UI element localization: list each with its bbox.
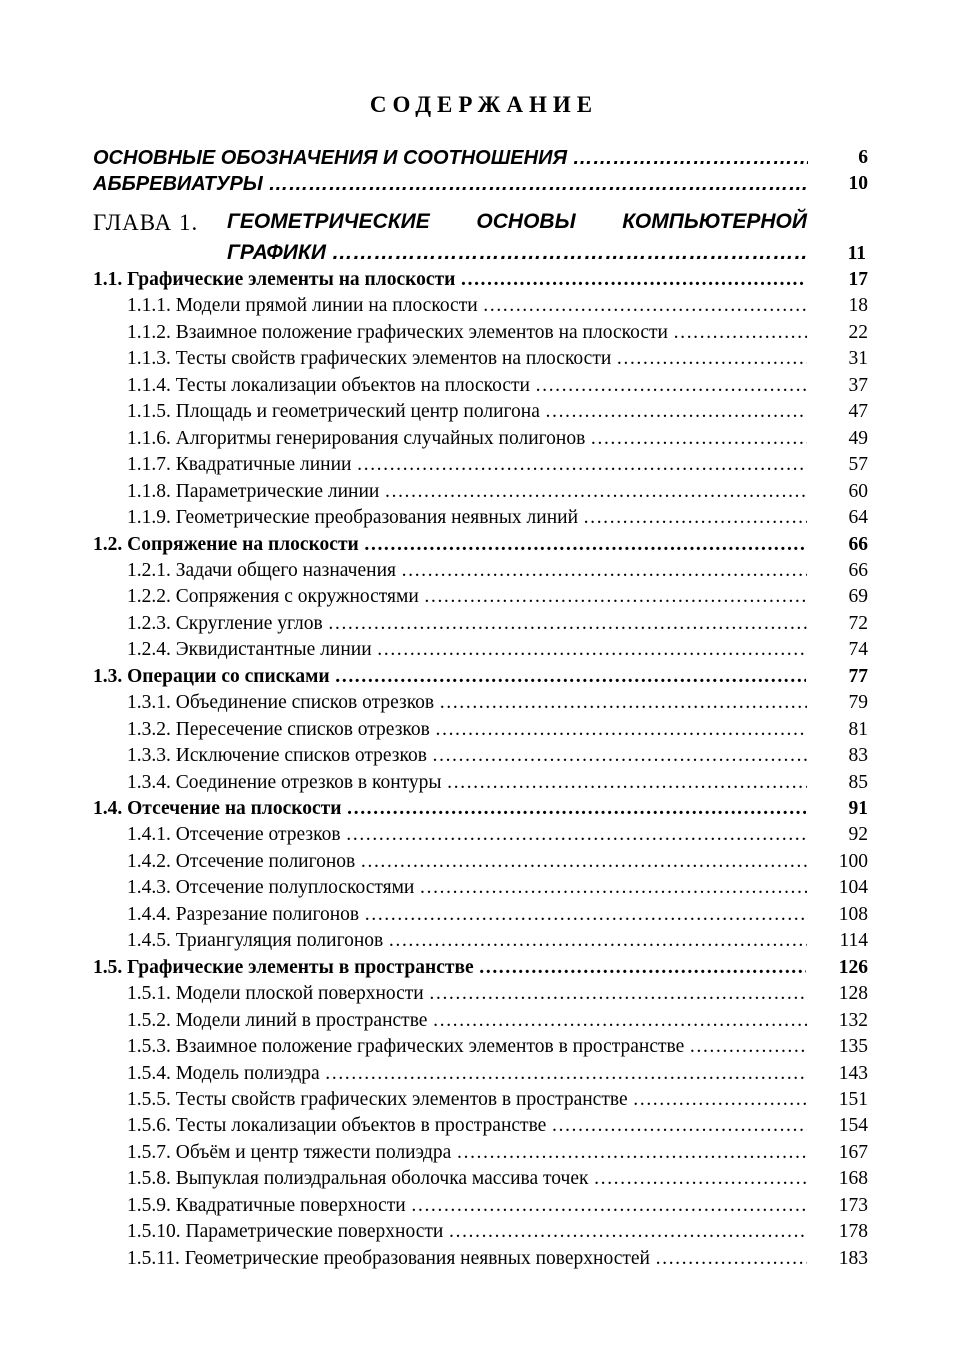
- toc-subsection-entry[interactable]: [0, 426, 968, 452]
- toc-subsection-entry[interactable]: [0, 399, 968, 425]
- toc-subsection-entry[interactable]: [0, 1034, 968, 1060]
- toc-entry-title: 1.5.5. Тесты свойств графических элементов в пространстве ……………………………………………………………………………………………………………………………………: [127, 1087, 807, 1113]
- toc-entry-page: 114: [839, 930, 868, 952]
- toc-entry-page: 22: [848, 321, 868, 343]
- toc-entry-page: 151: [838, 1088, 868, 1110]
- toc-entry-page: 66: [848, 559, 868, 581]
- toc-entry-title: 1.5.2. Модели линий в пространстве ……………………………………………………………………………………………………………………………………: [127, 1008, 807, 1034]
- toc-entry-page: 37: [848, 374, 868, 396]
- toc-entry-title: 1.2. Сопряжение на плоскости ……………………………………………………………………………………………………………………………………: [93, 532, 806, 558]
- toc-entry-title: 1.1.2. Взаимное положение графических элементов на плоскости ……………………………………………………………………………………………………………………………………: [127, 320, 807, 346]
- toc-entry-title: 1.5.11. Геометрические преобразования неявных поверхностей ……………………………………………………………………………………………………………………………………: [127, 1246, 807, 1272]
- toc-entry-page: 49: [848, 427, 868, 449]
- toc-entry-page: 128: [838, 983, 868, 1005]
- toc-entry-page: 83: [848, 745, 868, 767]
- toc-entry-page: 92: [848, 824, 868, 846]
- toc-entry-title: 1.4. Отсечение на плоскости ……………………………………………………………………………………………………………………………………: [93, 796, 806, 822]
- toc-entry-page: 10: [848, 173, 868, 194]
- toc-section-entry[interactable]: [0, 664, 968, 690]
- toc-entry-page: 85: [848, 771, 868, 793]
- toc-subsection-entry[interactable]: [0, 452, 968, 478]
- toc-entry-title: 1.2.2. Сопряжения с окружностями ……………………………………………………………………………………………………………………………………: [127, 584, 807, 610]
- toc-entry-title: 1.5.3. Взаимное положение графических элементов в пространстве ……………………………………………………………………………………………………………………………………: [127, 1034, 807, 1060]
- toc-entry-page: 74: [848, 639, 868, 661]
- toc-entry-page: 143: [838, 1062, 868, 1084]
- toc-chapter-entry[interactable]: [93, 210, 873, 270]
- toc-entry-page: 60: [848, 480, 868, 502]
- toc-entry-title: 1.5.1. Модели плоской поверхности ……………………………………………………………………………………………………………………………………: [127, 981, 807, 1007]
- toc-entry-page: 178: [838, 1221, 868, 1243]
- toc-entry-title: 1.2.4. Эквидистантные линии ……………………………………………………………………………………………………………………………………: [127, 637, 807, 663]
- toc-entry-title: 1.3.2. Пересечение списков отрезков ……………………………………………………………………………………………………………………………………: [127, 717, 807, 743]
- toc-subsection-entry[interactable]: [0, 346, 968, 372]
- toc-entry-page: 154: [838, 1115, 868, 1137]
- toc-subsection-entry[interactable]: [0, 822, 968, 848]
- toc-entry-title: 1.3.4. Соединение отрезков в контуры ……………………………………………………………………………………………………………………………………: [127, 770, 807, 796]
- toc-subsection-entry[interactable]: [0, 293, 968, 319]
- toc-subsection-entry[interactable]: [0, 1087, 968, 1113]
- toc-entry-page: 91: [848, 798, 868, 819]
- toc-entry-title: 1.1.6. Алгоритмы генерирования случайных полигонов ……………………………………………………………………………………………………………………………………: [127, 426, 807, 452]
- toc-subsection-entry[interactable]: [0, 1140, 968, 1166]
- toc-subsection-entry[interactable]: [0, 717, 968, 743]
- chapter-label: ГЛАВА 1.: [93, 210, 199, 235]
- toc-entry-page: 17: [848, 269, 868, 290]
- toc-entry-title: 1.4.1. Отсечение отрезков ……………………………………………………………………………………………………………………………………: [127, 822, 807, 848]
- toc-entry-title: АББРЕВИАТУРЫ ……………………………………………………………………………………………………………………………………: [93, 171, 808, 197]
- toc-section-entry[interactable]: [0, 796, 968, 822]
- toc-section-entry[interactable]: [0, 267, 968, 293]
- toc-entry-page: 183: [838, 1247, 868, 1269]
- toc-entry-title: 1.5.4. Модель полиэдра ……………………………………………………………………………………………………………………………………: [127, 1061, 807, 1087]
- toc-subsection-entry[interactable]: [0, 690, 968, 716]
- toc-entry-title: 1.4.4. Разрезание полигонов ……………………………………………………………………………………………………………………………………: [127, 902, 807, 928]
- toc-entry-title: 1.1.1. Модели прямой линии на плоскости ……………………………………………………………………………………………………………………………………: [127, 293, 807, 319]
- toc-subsection-entry[interactable]: [0, 505, 968, 531]
- toc-entry-title: 1.1.5. Площадь и геометрический центр полигона ……………………………………………………………………………………………………………………………………: [127, 399, 807, 425]
- toc-entry-page: 69: [848, 586, 868, 608]
- toc-entry-title: 1.1.3. Тесты свойств графических элементов на плоскости ……………………………………………………………………………………………………………………………………: [127, 346, 807, 372]
- chapter-title-line1: ГЕОМЕТРИЧЕСКИЕ ОСНОВЫ КОМПЬЮТЕРНОЙ: [227, 210, 807, 233]
- toc-subsection-entry[interactable]: [0, 1061, 968, 1087]
- toc-subsection-entry[interactable]: [0, 558, 968, 584]
- toc-entry-page: 66: [848, 533, 868, 555]
- toc-entry-page: 132: [838, 1009, 868, 1031]
- toc-section-entry[interactable]: [0, 532, 968, 558]
- toc-entry-page: 167: [838, 1141, 868, 1163]
- toc-subsection-entry[interactable]: [0, 1246, 968, 1272]
- toc-subsection-entry[interactable]: [0, 902, 968, 928]
- toc-subsection-entry[interactable]: [0, 981, 968, 1007]
- toc-subsection-entry[interactable]: [0, 320, 968, 346]
- toc-entry-page: 57: [848, 454, 868, 476]
- toc-entry-title: 1.1.8. Параметрические линии ……………………………………………………………………………………………………………………………………: [127, 479, 807, 505]
- toc-entry-title: ОСНОВНЫЕ ОБОЗНАЧЕНИЯ И СООТНОШЕНИЯ ……………………………………………………………………………………………………………………………………: [93, 145, 808, 171]
- toc-entry-page: 126: [838, 956, 868, 978]
- toc-subsection-entry[interactable]: [0, 1219, 968, 1245]
- toc-entry-title: 1.1. Графические элементы на плоскости ……………………………………………………………………………………………………………………………………: [93, 267, 806, 293]
- toc-subsection-entry[interactable]: [0, 637, 968, 663]
- toc-entry-page: 100: [838, 850, 868, 872]
- toc-front-entry[interactable]: [0, 171, 968, 197]
- toc-entry-title: 1.5.9. Квадратичные поверхности ……………………………………………………………………………………………………………………………………: [127, 1193, 807, 1219]
- toc-subsection-entry[interactable]: [0, 1193, 968, 1219]
- toc-subsection-entry[interactable]: [0, 479, 968, 505]
- toc-front-entry[interactable]: [0, 145, 968, 171]
- toc-entry-title: 1.5.10. Параметрические поверхности ……………………………………………………………………………………………………………………………………: [127, 1219, 807, 1245]
- toc-entry-title: 1.4.2. Отсечение полигонов ……………………………………………………………………………………………………………………………………: [127, 849, 807, 875]
- toc-entry-page: 135: [838, 1036, 868, 1058]
- chapter-title-line2: ГРАФИКИ ……………………………………………………………………………………………………………………………………: [227, 241, 807, 265]
- toc-subsection-entry[interactable]: [0, 1113, 968, 1139]
- toc-subsection-entry[interactable]: [0, 611, 968, 637]
- toc-entry-title: 1.3.3. Исключение списков отрезков ……………………………………………………………………………………………………………………………………: [127, 743, 807, 769]
- toc-entry-page: 47: [848, 401, 868, 423]
- toc-subsection-entry[interactable]: [0, 849, 968, 875]
- toc-entry-page: 31: [848, 348, 868, 370]
- toc-entry-title: 1.3.1. Объединение списков отрезков ……………………………………………………………………………………………………………………………………: [127, 690, 807, 716]
- toc-entry-title: 1.1.7. Квадратичные линии ……………………………………………………………………………………………………………………………………: [127, 452, 807, 478]
- toc-entry-page: 79: [848, 692, 868, 714]
- toc-entry-page: 18: [848, 295, 868, 317]
- toc-entry-title: 1.4.3. Отсечение полуплоскостями ……………………………………………………………………………………………………………………………………: [127, 875, 807, 901]
- toc-entry-title: 1.2.3. Скругление углов ……………………………………………………………………………………………………………………………………: [127, 611, 807, 637]
- toc-subsection-entry[interactable]: [0, 743, 968, 769]
- toc-subsection-entry[interactable]: [0, 1166, 968, 1192]
- toc-entry-page: 72: [848, 612, 868, 634]
- toc-entry-title: 1.5.8. Выпуклая полиэдральная оболочка массива точек ……………………………………………………………………………………………………………………………………: [127, 1166, 807, 1192]
- toc-entry-title: 1.5.6. Тесты локализации объектов в пространстве ……………………………………………………………………………………………………………………………………: [127, 1113, 807, 1139]
- toc-subsection-entry[interactable]: [0, 1008, 968, 1034]
- toc-entry-title: 1.1.4. Тесты локализации объектов на плоскости ……………………………………………………………………………………………………………………………………: [127, 373, 807, 399]
- toc-entry-title: 1.5. Графические элементы в пространстве ……………………………………………………………………………………………………………………………………: [93, 955, 806, 981]
- page-title: СОДЕРЖАНИЕ: [369, 92, 599, 117]
- toc-subsection-entry[interactable]: [0, 770, 968, 796]
- toc-entry-page: 6: [858, 147, 868, 168]
- toc-entry-title: 1.4.5. Триангуляция полигонов ……………………………………………………………………………………………………………………………………: [127, 928, 807, 954]
- toc-entry-page: 104: [838, 877, 868, 899]
- toc-subsection-entry[interactable]: [0, 928, 968, 954]
- toc-entry-page: 173: [838, 1194, 868, 1216]
- toc-entry-title: 1.3. Операции со списками ……………………………………………………………………………………………………………………………………: [93, 664, 806, 690]
- toc-subsection-entry[interactable]: [0, 584, 968, 610]
- toc-entry-page: 64: [848, 507, 868, 529]
- chapter-page: 11: [847, 243, 866, 264]
- toc-section-entry[interactable]: [0, 955, 968, 981]
- toc-entry-title: 1.1.9. Геометрические преобразования неявных линий ……………………………………………………………………………………………………………………………………: [127, 505, 807, 531]
- toc-entry-page: 77: [848, 665, 868, 687]
- toc-entry-page: 168: [838, 1168, 868, 1190]
- toc-subsection-entry[interactable]: [0, 373, 968, 399]
- toc-entry-page: 108: [838, 903, 868, 925]
- toc-subsection-entry[interactable]: [0, 875, 968, 901]
- toc-entry-page: 81: [848, 718, 868, 740]
- toc-entry-title: 1.2.1. Задачи общего назначения ……………………………………………………………………………………………………………………………………: [127, 558, 807, 584]
- toc-entry-title: 1.5.7. Объём и центр тяжести полиэдра ……………………………………………………………………………………………………………………………………: [127, 1140, 807, 1166]
